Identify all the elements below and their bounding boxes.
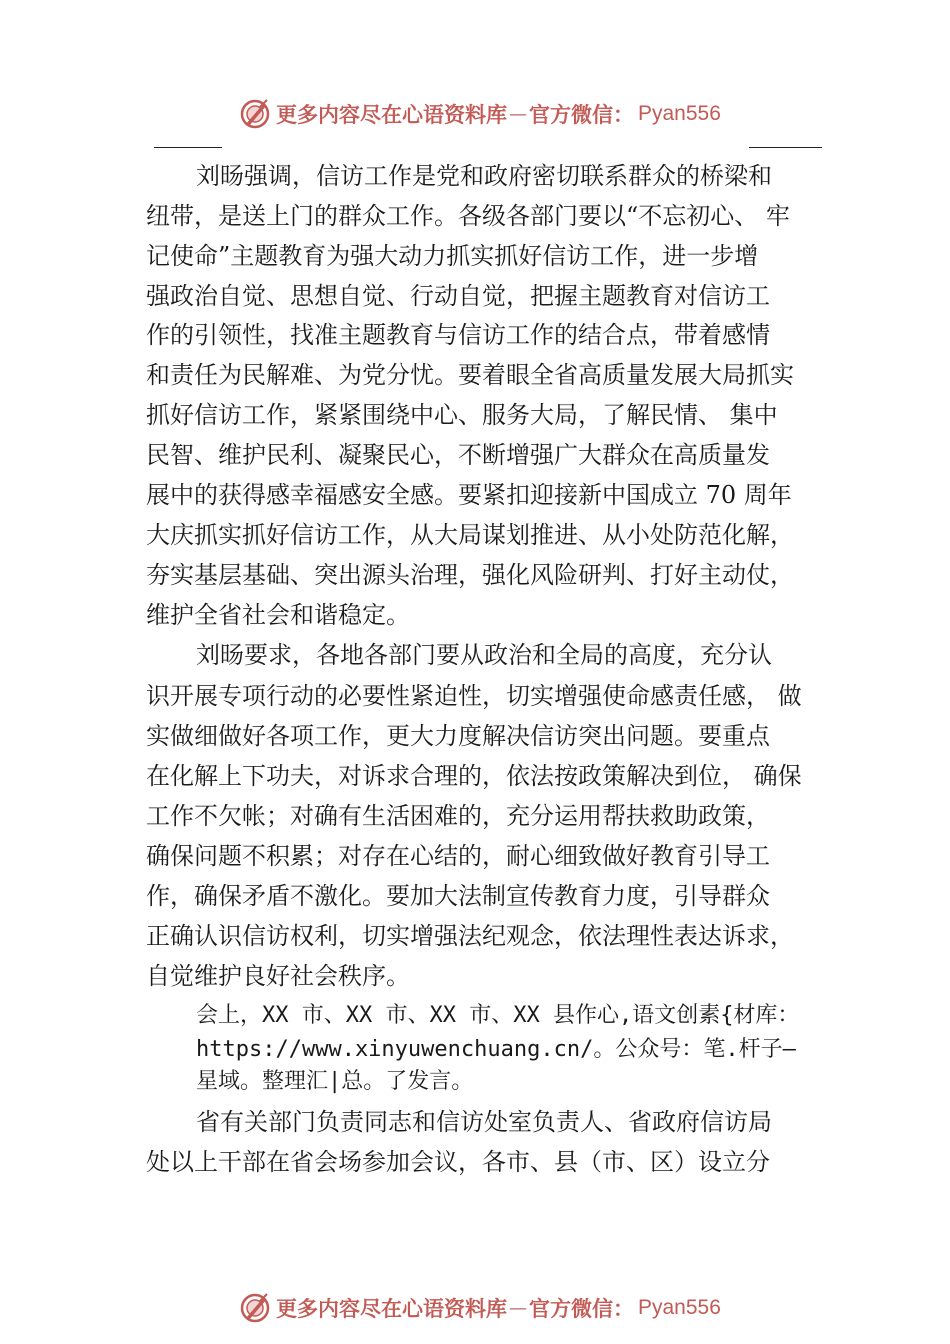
banner-title: 更多内容尽在心语资料库 <box>276 102 507 127</box>
footer-banner-wechat-label: 官方微信： <box>529 1296 634 1321</box>
text-line: 自觉维护良好社会秩序。 <box>146 962 410 990</box>
text-line: 作，确保矛盾不激化。要加大法制宣传教育力度，引导群众 <box>146 882 770 910</box>
text-line: 会上，XX 市、XX 市、XX 市、XX 县作心,语文创素{材库： <box>196 1003 800 1028</box>
text-line: 维护全省社会和谐稳定。 <box>146 601 410 629</box>
text-line: 实做细做好各项工作，更大力度解决信访突出问题。要重点 <box>146 722 770 750</box>
text-line: 记使命”主题教育为强大动力抓实抓好信访工作，进一步增 <box>146 242 759 270</box>
quill-seal-logo-icon <box>238 97 272 131</box>
text-line: 大庆抓实抓好信访工作，从大局谋划推进、从小处防范化解， <box>146 521 794 549</box>
footer-banner <box>0 1288 950 1328</box>
footer-banner-dash: — <box>509 1297 527 1319</box>
footer-banner-content <box>238 1288 721 1328</box>
footer-banner-title: 更多内容尽在心语资料库 <box>276 1296 507 1321</box>
text-line: 省有关部门负责同志和信访处室负责人、省政府信访局 <box>196 1108 772 1136</box>
text-line: 展中的获得感幸福感安全感。要紧扣迎接新中国成立 70 周年 <box>146 481 792 509</box>
text-line: 正确认识信访权利，切实增强法纪观念，依法理性表达诉求， <box>146 922 794 950</box>
text-line: 民智、维护民利、凝聚民心，不断增强广大群众在高质量发 <box>146 441 770 469</box>
footer-banner-wechat-id: Pyan556 <box>638 1296 721 1319</box>
header-banner <box>0 94 950 134</box>
text-line: 工作不欠帐；对确有生活困难的，充分运用帮扶救助政策， <box>146 802 770 830</box>
text-line: 确保问题不积累；对存在心结的，耐心细致做好教育引导工 <box>146 842 770 870</box>
text-line: 和责任为民解难、为党分忧。要着眼全省高质量发展大局抓实 <box>146 361 794 389</box>
text-line: 作的引领性，找准主题教育与信访工作的结合点，带着感情 <box>146 321 770 349</box>
header-rule-left <box>154 147 222 148</box>
quill-seal-logo-icon <box>238 1291 272 1325</box>
text-line: 抓好信访工作，紧紧围绕中心、服务大局，了解民情、 集中 <box>146 401 778 429</box>
header-rule-right <box>749 147 822 148</box>
header-banner-content <box>238 94 721 134</box>
text-line: 处以上干部在省会场参加会议，各市、县（市、区）设立分 <box>146 1148 770 1176</box>
text-line-url: https://www.xinyuwenchuang.cn/。公众号：笔.杆子— <box>196 1037 796 1062</box>
text-line: 识开展专项行动的必要性紧迫性，切实增强使命感责任感， 做 <box>146 682 802 710</box>
text-line: 夯实基层基础、突出源头治理，强化风险研判、打好主动仗， <box>146 561 794 589</box>
banner-wechat-label: 官方微信： <box>529 102 634 127</box>
text-line: 强政治自觉、思想自觉、行动自觉，把握主题教育对信访工 <box>146 282 770 310</box>
text-line: 在化解上下功夫，对诉求合理的，依法按政策解决到位， 确保 <box>146 762 802 790</box>
banner-wechat-id: Pyan556 <box>638 102 721 125</box>
text-line: 星域。整理汇|总。了发言。 <box>196 1069 474 1094</box>
text-line: 刘旸强调，信访工作是党和政府密切联系群众的桥梁和 <box>196 162 772 190</box>
banner-dash: — <box>509 103 527 125</box>
text-line: 纽带，是送上门的群众工作。各级各部门要以“不忘初心、 牢 <box>146 202 790 230</box>
text-line: 刘旸要求，各地各部门要从政治和全局的高度，充分认 <box>196 641 772 669</box>
